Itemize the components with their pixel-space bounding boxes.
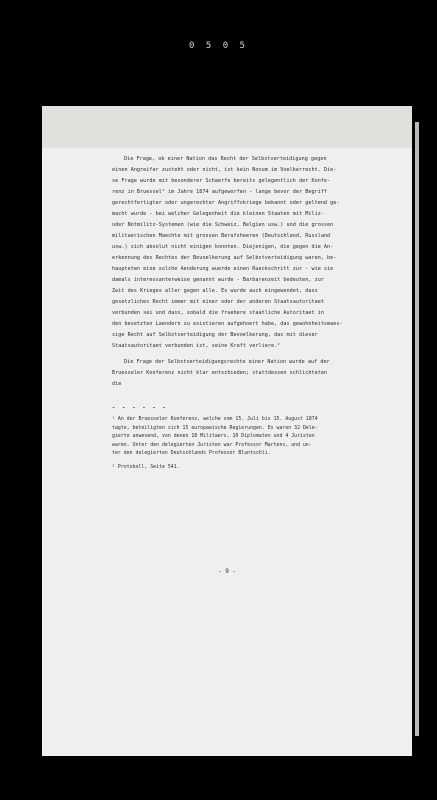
text-line: erkennung des Rechtes der Bevoelkerung auf Selbstverteidigung waren, be- bbox=[112, 255, 337, 261]
text-line: gerechtfertigter oder ungerechter Angriffskriege bekannt oder geltend ge- bbox=[112, 200, 340, 206]
text-line: se Frage wurde mit besonderer Schaerfe bereits gelegentlich der Konfe- bbox=[112, 178, 331, 184]
text-line: damals interessanterweise genannt wurde - Barbarenzeit bedeuten, zur bbox=[112, 277, 324, 283]
text-line: einen Angreifer zusteht oder nicht, ist kein Novum im Voelkerrecht. Die- bbox=[112, 167, 337, 173]
body-text bbox=[112, 154, 402, 473]
text-line: Bruesseler Konferenz nicht klar entschieden; stattdessen schlichteten bbox=[112, 370, 328, 376]
text-line: Zeit des Krieges aller gegen alle. Es wurde auch eingewendet, dass bbox=[112, 288, 318, 294]
text-line: oder Notmilitz-Systemen (wie die Schweiz, Belgien usw.) und die grossen bbox=[112, 222, 334, 228]
page-edge-shadow bbox=[415, 122, 419, 736]
paragraph-2 bbox=[112, 357, 402, 390]
text-line: den besetzten Laendern zu existieren aufgehoert habe, das gewohnheitsmaes- bbox=[112, 321, 343, 327]
text-line: Die Frage der Selbstverteidigungsrechte einer Nation wurde auf der bbox=[124, 359, 330, 365]
text-line: tagte, beteiligten sich 15 europaeische Regierungen. Es waren 32 Dele- bbox=[112, 425, 318, 431]
text-line: militaerischen Maechte mit grossen Berufsheeren (Deutschland, Russland bbox=[112, 233, 331, 239]
page-top-margin bbox=[42, 106, 412, 148]
text-line: gesetzliches Recht immer mit einer oder der anderen Staatsautoritaet bbox=[112, 299, 324, 305]
text-line: usw.) sich absolut nicht einigen konnten. Diejenigen, die gegen die An- bbox=[112, 244, 334, 250]
text-line: macht wurde - bei welcher Gelegenheit die kleinen Staaten mit Miliz- bbox=[112, 211, 324, 217]
paragraph-1 bbox=[112, 154, 402, 352]
text-line: die bbox=[112, 381, 122, 387]
text-line: ¹ An der Bruesseler Konferenz, welche vom 15. Juli bis 15. August 1874 bbox=[112, 417, 318, 422]
text-line: Staatsautoritaet verbunden ist, seine Kraft verliere.² bbox=[112, 343, 281, 349]
text-line: ter den delegierten Deutschlands Professor Bluntschli. bbox=[112, 451, 271, 457]
archive-number: 0 5 0 5 bbox=[189, 41, 248, 51]
text-line: sige Recht auf Selbstverteidigung der Bevoelkerung, das mit dieser bbox=[112, 332, 318, 338]
document-page bbox=[42, 106, 412, 756]
text-line: haupteten eine solche Aenderung wuerde einen Rueckschritt zur - wie sie bbox=[112, 266, 334, 272]
text-line: verbunden sei und dass, sobald die fruehere staatliche Autoritaet in bbox=[112, 310, 324, 316]
text-line: waren. Unter den delegierten Juristen war Professor Martens, und un- bbox=[112, 442, 312, 448]
text-line: Die Frage, ob einer Nation das Recht der Selbstverteidigung gegen bbox=[124, 156, 327, 162]
text-line: gierte anwesend, von denen 18 Militaers, 10 Diplomaten und 4 Juristen bbox=[112, 434, 315, 440]
footnote-2: ² Protokoll, Seite 541. bbox=[112, 464, 180, 470]
footnote-separator: - - - - - - bbox=[112, 405, 168, 411]
footnote-1 bbox=[112, 416, 402, 459]
text-line: renz in Bruessel¹ im Jahre 1874 aufgeworfen - lange bevor der Begriff bbox=[112, 189, 328, 195]
page-number: - 9 - bbox=[218, 568, 237, 575]
